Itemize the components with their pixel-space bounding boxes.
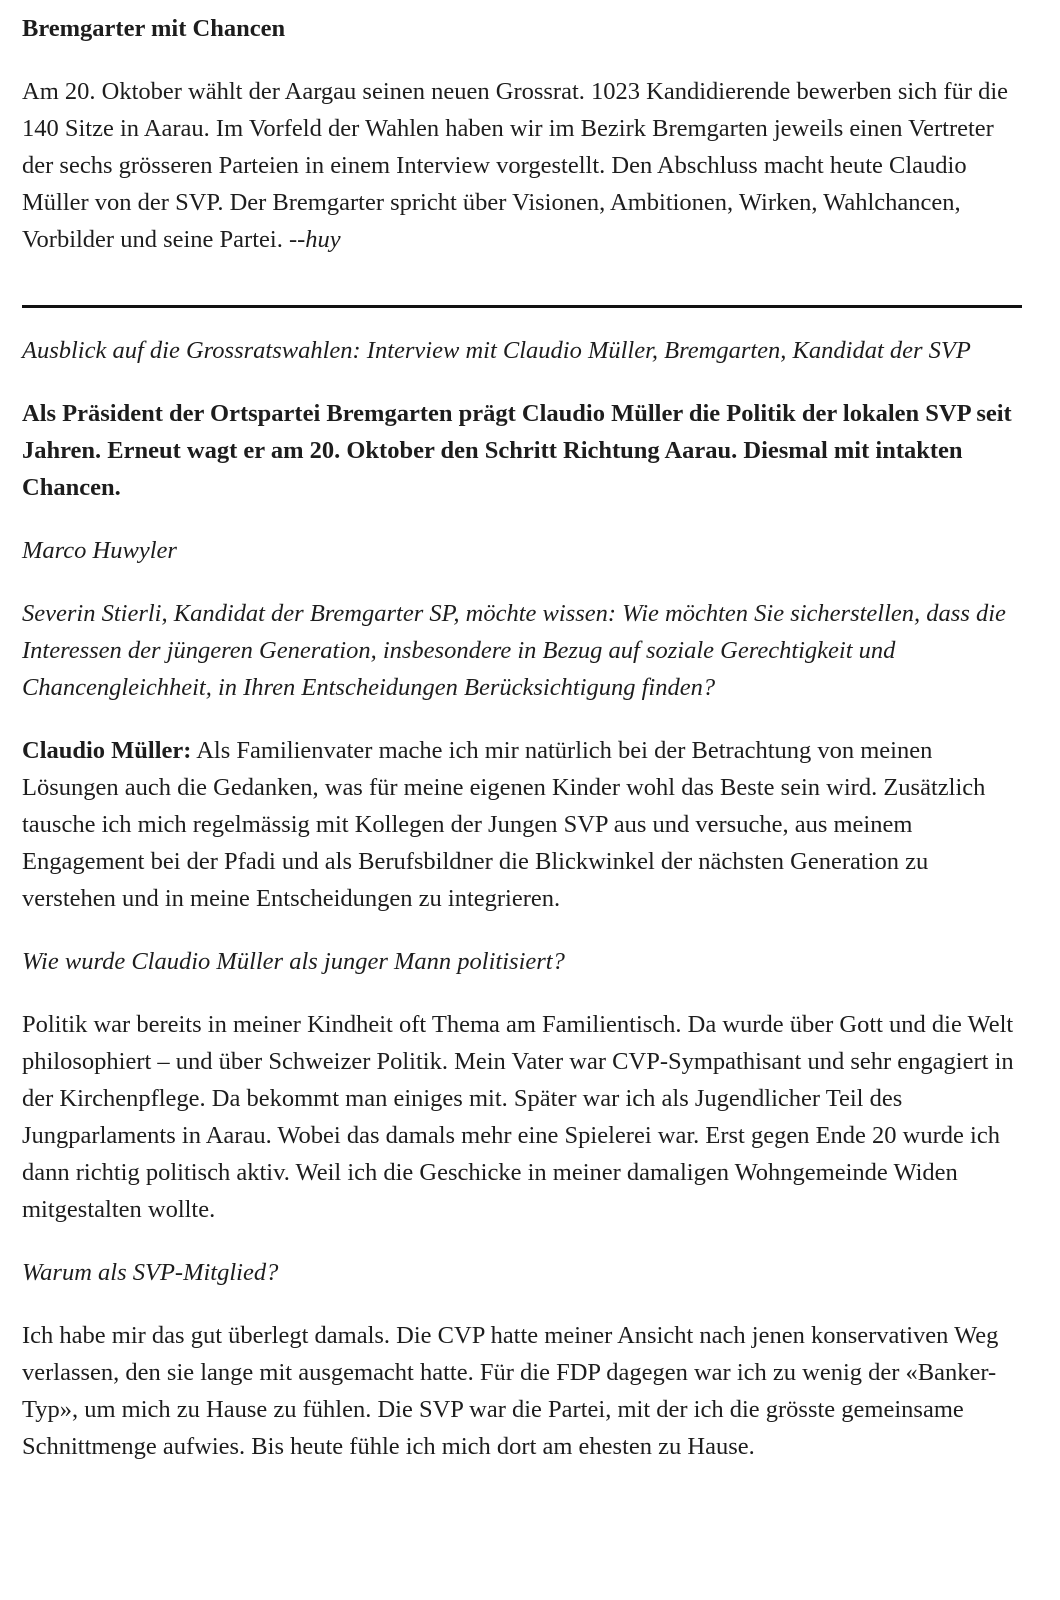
interview-question-3: Warum als SVP-Mitglied? bbox=[22, 1259, 279, 1286]
interview-question-1: Severin Stierli, Kandidat der Bremgarter SP, möchte wissen: Wie möchten Sie sicherstellen, dass die Interessen der jüngeren Generation, insbesondere in Bezug auf soziale Gerechtigkeit und Chancengleichheit, in Ihren Entscheidungen Berücksichtigung finden? bbox=[22, 600, 1006, 701]
article-lead: Als Präsident der Ortspartei Bremgarten prägt Claudio Müller die Politik der lokalen SVP seit Jahren. Erneut wagt er am 20. Oktober den Schritt Richtung Aarau. Diesmal mit intakten Chancen. bbox=[22, 400, 1012, 501]
info-box bbox=[22, 10, 1022, 258]
article-kicker: Ausblick auf die Grossratswahlen: Interview mit Claudio Müller, Bremgarten, Kandidat der SVP bbox=[22, 337, 971, 364]
interview-answer-1 bbox=[22, 732, 1022, 917]
interview-answer-3: Ich habe mir das gut überlegt damals. Die CVP hatte meiner Ansicht nach jenen konservativen Weg verlassen, den sie lange mit ausgemacht hatte. Für die FDP dagegen war ich zu wenig der «Banker-Typ», um mich zu Hause zu fühlen. Die SVP war die Partei, mit der ich die grösste gemeinsame Schnittmenge aufwies. Bis heute fühle ich mich dort am ehesten zu Hause. bbox=[22, 1322, 999, 1460]
interview-question-2: Wie wurde Claudio Müller als junger Mann politisiert? bbox=[22, 948, 565, 975]
box-title: Bremgarter mit Chancen bbox=[22, 15, 286, 42]
author-signature: --huy bbox=[288, 226, 341, 253]
article-author: Marco Huwyler bbox=[22, 537, 177, 564]
speaker-name: Claudio Müller: bbox=[22, 737, 192, 764]
answer-1-text: Als Familienvater mache ich mir natürlich bei der Betrachtung von meinen Lösungen auch die Gedanken, was für meine eigenen Kinder wohl das Beste sein wird. Zusätzlich tausche ich mich regelmässig mit Kollegen der Jungen SVP aus und versuche, aus meinem Engagement bei der Pfadi und als Berufsbildner die Blickwinkel der nächsten Generation zu verstehen und in meine Entscheidungen zu integrieren. bbox=[22, 737, 986, 912]
section-divider bbox=[22, 305, 1022, 308]
box-intro-text bbox=[22, 73, 1022, 258]
interview-answer-2: Politik war bereits in meiner Kindheit oft Thema am Familientisch. Da wurde über Gott und die Welt philosophiert – und über Schweizer Politik. Mein Vater war CVP-Sympathisant und sehr engagiert in der Kirchenpflege. Da bekommt man einiges mit. Später war ich als Jugendlicher Teil des Jungparlaments in Aarau. Wobei das damals mehr eine Spielerei war. Erst gegen Ende 20 wurde ich dann richtig politisch aktiv. Weil ich die Geschicke in meiner damaligen Wohngemeinde Widen mitgestalten wollte. bbox=[22, 1011, 1014, 1223]
box-intro-body: Am 20. Oktober wählt der Aargau seinen neuen Grossrat. 1023 Kandidierende bewerben sich für die 140 Sitze in Aarau. Im Vorfeld der Wahlen haben wir im Bezirk Bremgarten jeweils einen Vertreter der sechs grösseren Parteien in einem Interview vorgestellt. Den Abschluss macht heute Claudio Müller von der SVP. Der Bremgarter spricht über Visionen, Ambitionen, Wirken, Wahlchancen, Vorbilder und seine Partei. bbox=[22, 78, 1009, 253]
